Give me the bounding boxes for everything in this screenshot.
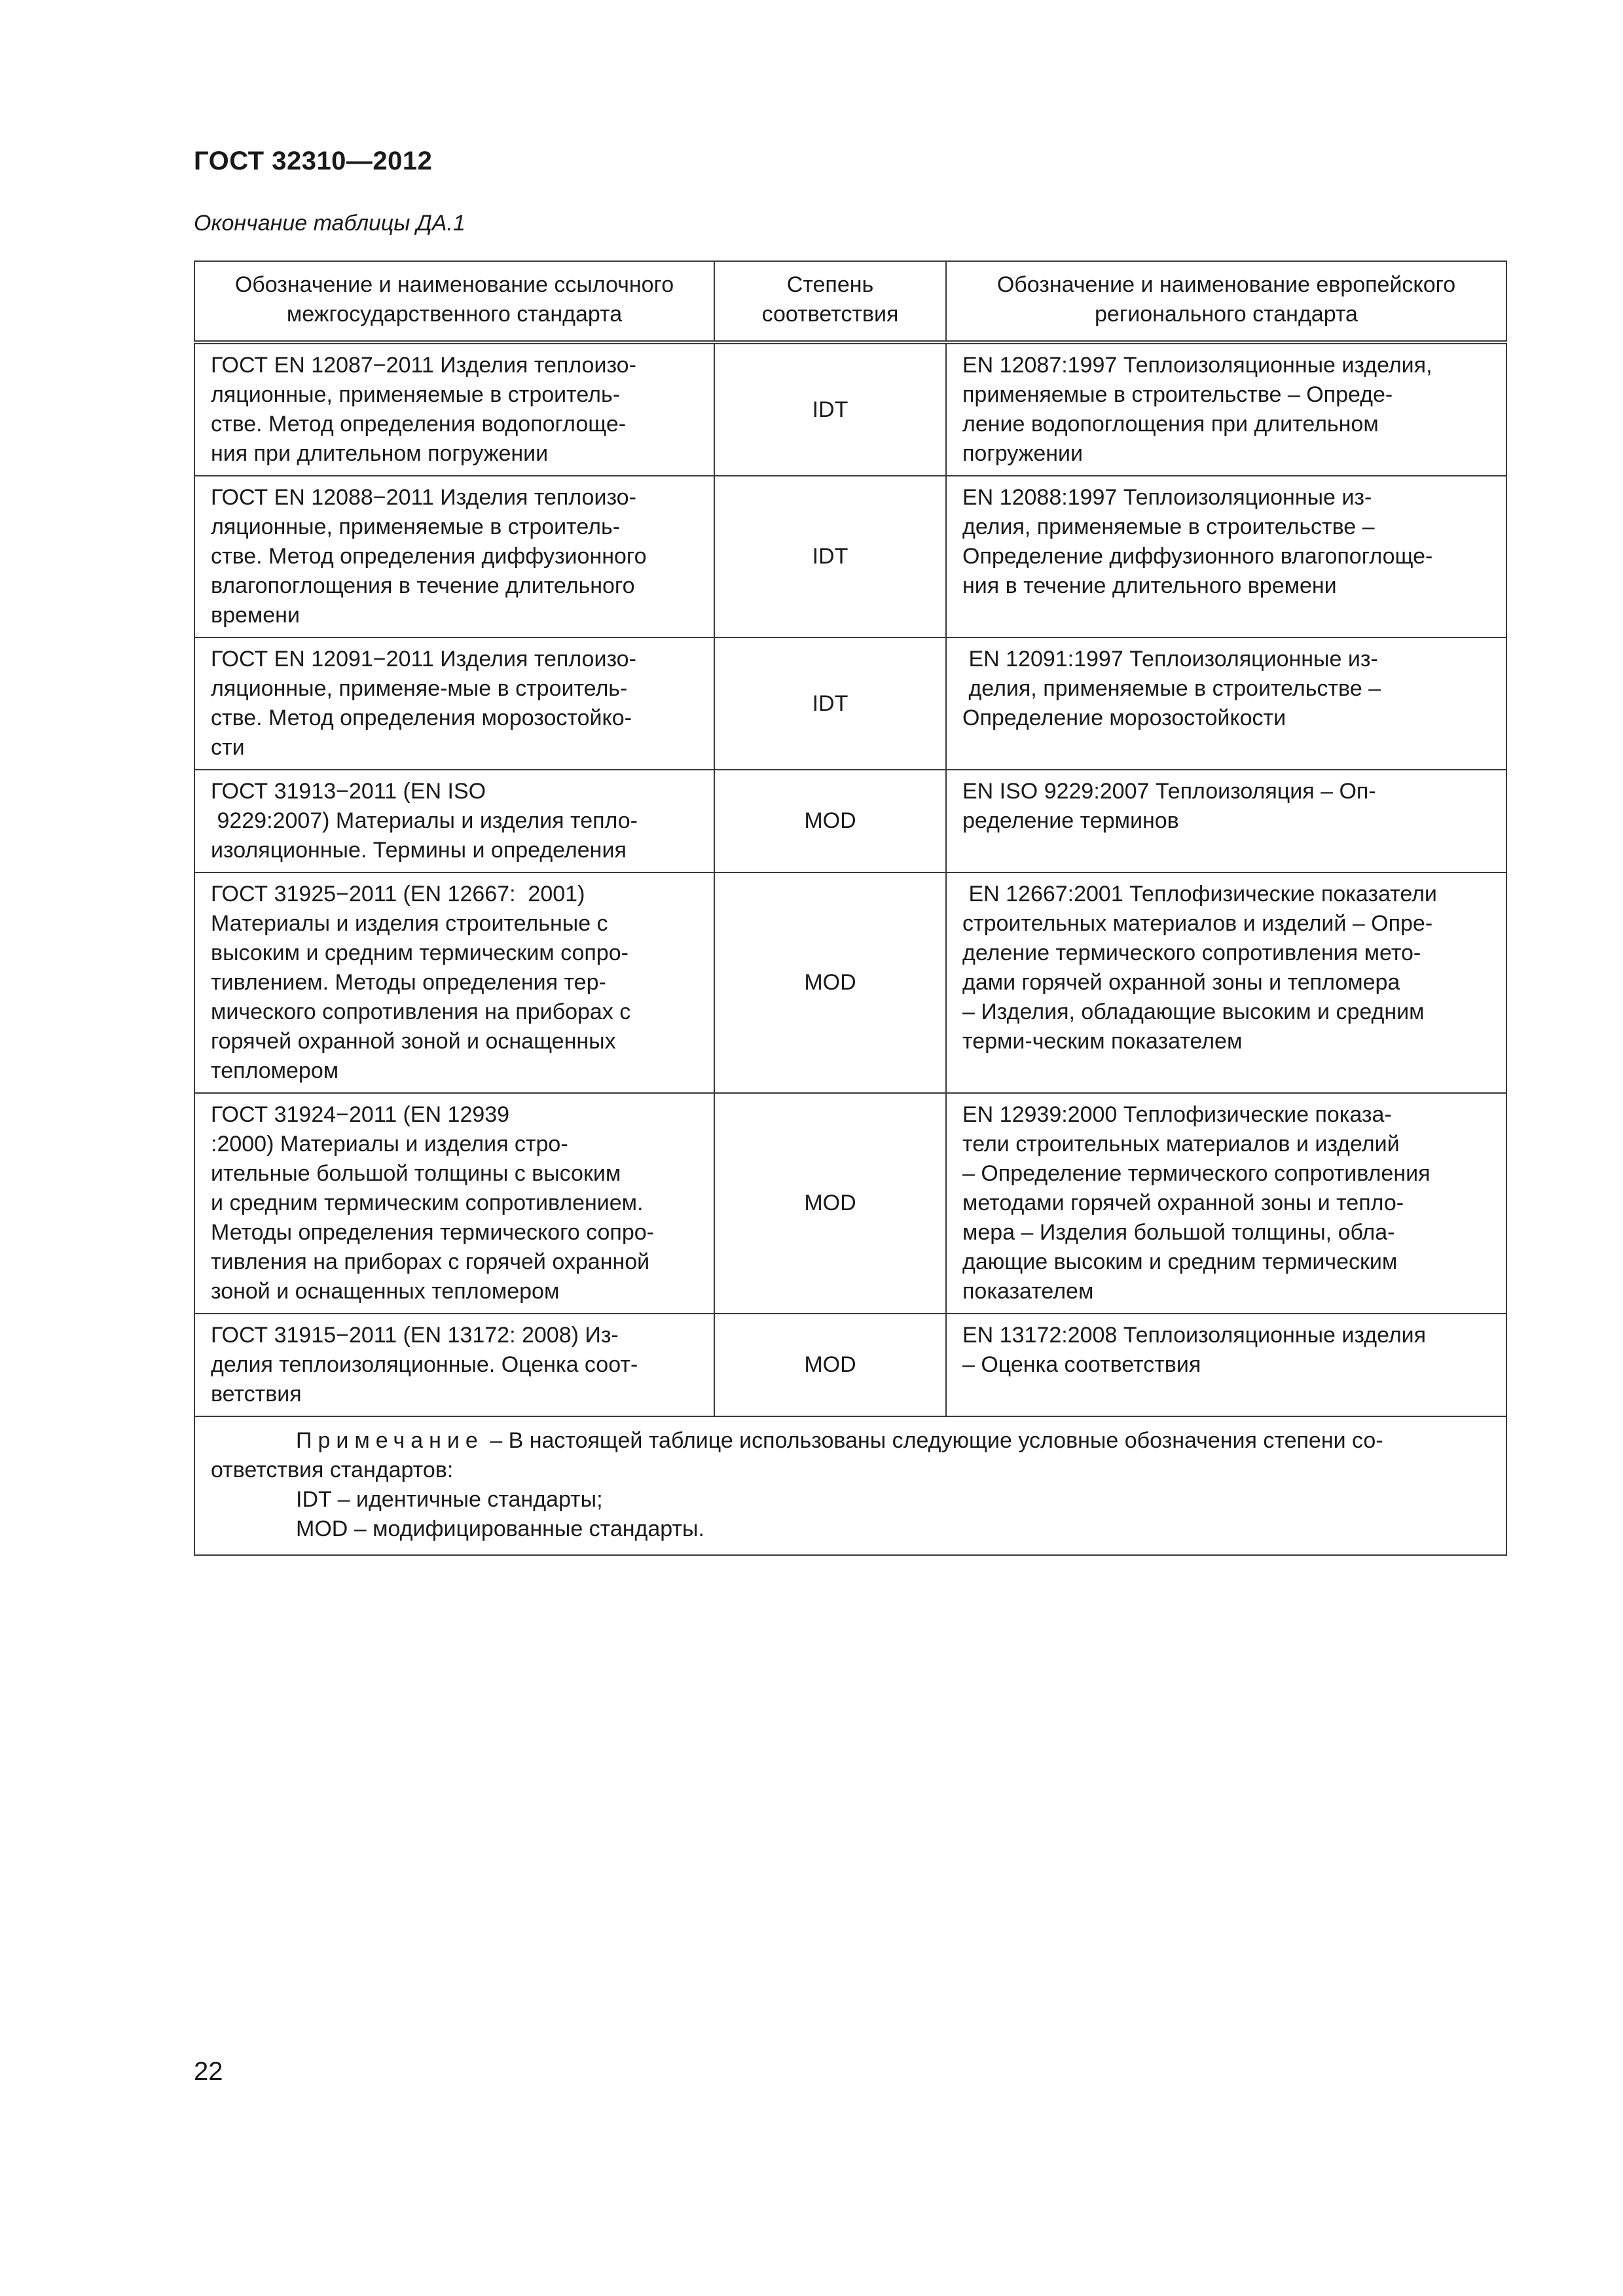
cell-text-line: применяемые в строительстве – Опреде- — [962, 382, 1393, 407]
note-item-idt: IDT – идентичные стандарты; — [296, 1487, 603, 1512]
table-row — [194, 1314, 1506, 1416]
cell-text-line: EN 12087:1997 Теплоизоляционные изделия, — [962, 353, 1432, 378]
cell-text-line: дающие высоким и средним термическим — [962, 1249, 1398, 1274]
cell-text-line: мера – Изделия большой толщины, обла- — [962, 1220, 1395, 1245]
table-note — [194, 1416, 1506, 1555]
cell-text-line: ГОСТ 31925−2011 (EN 12667: 2001) — [211, 882, 585, 906]
cell-text-line: времени — [211, 603, 300, 628]
cell-text-line: ление водопоглощения при длительном — [962, 412, 1379, 437]
cell-text-line: EN 12667:2001 Теплофизические показатели — [962, 882, 1437, 906]
cell-text-line: Методы определения термического сопро- — [211, 1220, 654, 1245]
cell-text-line: ГОСТ EN 12087−2011 Изделия теплоизо- — [211, 353, 636, 378]
interstate-standard-cell — [194, 476, 714, 637]
interstate-standard-cell — [194, 1314, 714, 1416]
cell-text-line: высоким и средним термическим сопро- — [211, 941, 629, 965]
european-standard-cell — [946, 476, 1506, 637]
column-header-interstate-standard: Обозначение и наименование ссылочного межгосударственного стандарта — [194, 261, 714, 342]
cell-text-line: ляционные, применяе-мые в строитель- — [211, 676, 628, 701]
cell-text-line: ределение терминов — [962, 808, 1179, 833]
interstate-standard-cell — [194, 637, 714, 770]
cell-text-line: влагопоглощения в течение длительного — [211, 573, 635, 598]
cell-text-line: строительных материалов и изделий – Опре- — [962, 911, 1433, 936]
cell-text-line: стве. Метод определения диффузионного — [211, 544, 647, 569]
table-body — [194, 342, 1506, 1555]
cell-text-line: EN ISO 9229:2007 Теплоизоляция – Оп- — [962, 779, 1376, 804]
cell-text-line: тели строительных материалов и изделий — [962, 1132, 1400, 1157]
table-row — [194, 1093, 1506, 1314]
cell-text-line: горячей охранной зоной и оснащенных — [211, 1029, 616, 1054]
cell-text-line: терми-ческим показателем — [962, 1029, 1243, 1054]
column-header-european-standard: Обозначение и наименование европейского регионального стандарта — [946, 261, 1506, 342]
table-row — [194, 872, 1506, 1093]
cell-text-line: :2000) Материалы и изделия стро- — [211, 1132, 568, 1157]
cell-text-line: EN 12091:1997 Теплоизоляционные из- — [962, 647, 1378, 672]
table-row — [194, 342, 1506, 476]
table-row — [194, 476, 1506, 637]
cell-text-line: ния в течение длительного времени — [962, 573, 1337, 598]
interstate-standard-cell — [194, 872, 714, 1093]
degree-of-correspondence-cell: MOD — [714, 770, 946, 872]
note-text-continuation: ответствия стандартов: — [211, 1458, 454, 1482]
cell-text-line: тивления на приборах с горячей охранной — [211, 1249, 650, 1274]
cell-text-line: – Определение термического сопротивления — [962, 1161, 1431, 1186]
cell-text-line: ния при длительном погружении — [211, 441, 549, 466]
note-text-start: – В настоящей таблице использованы следующие условные обозначения степени со- — [483, 1428, 1383, 1453]
european-standard-cell — [946, 1093, 1506, 1314]
cell-text-line: тивлением. Методы определения тер- — [211, 970, 606, 995]
cell-text-line: ГОСТ EN 12091−2011 Изделия теплоизо- — [211, 647, 636, 672]
standards-correspondence-table — [194, 260, 1507, 1556]
degree-of-correspondence-cell: IDT — [714, 342, 946, 476]
interstate-standard-cell — [194, 770, 714, 872]
cell-text-line: и средним термическим сопротивлением. — [211, 1191, 644, 1215]
cell-text-line: делия, применяемые в строительстве – — [962, 676, 1381, 701]
table-header-row — [194, 261, 1506, 342]
note-row — [194, 1416, 1506, 1555]
cell-text-line: Определение морозостойкости — [962, 706, 1286, 730]
table-caption: Окончание таблицы ДА.1 — [194, 211, 465, 236]
cell-text-line: тепломером — [211, 1058, 339, 1083]
european-standard-cell — [946, 637, 1506, 770]
cell-text-line: ветствия — [211, 1382, 302, 1407]
interstate-standard-cell — [194, 1093, 714, 1314]
cell-text-line: стве. Метод определения водопоглоще- — [211, 412, 627, 437]
cell-text-line: сти — [211, 735, 245, 760]
cell-text-line: методами горячей охранной зоны и тепло- — [962, 1191, 1404, 1215]
cell-text-line: ГОСТ 31915−2011 (EN 13172: 2008) Из- — [211, 1323, 619, 1348]
cell-text-line: Определение диффузионного влагопоглоще- — [962, 544, 1433, 569]
european-standard-cell — [946, 1314, 1506, 1416]
table-row — [194, 770, 1506, 872]
cell-text-line: зоной и оснащенных тепломером — [211, 1279, 560, 1304]
european-standard-cell — [946, 770, 1506, 872]
cell-text-line: ительные большой толщины с высоким — [211, 1161, 621, 1186]
cell-text-line: – Изделия, обладающие высоким и средним — [962, 999, 1425, 1024]
note-label: Примечание — [296, 1428, 484, 1453]
cell-text-line: EN 12939:2000 Теплофизические показа- — [962, 1102, 1392, 1127]
note-item-mod: MOD – модифицированные стандарты. — [296, 1516, 704, 1541]
cell-text-line: Материалы и изделия строительные с — [211, 911, 608, 936]
note-first-line — [211, 1426, 1490, 1456]
cell-text-line: – Оценка соответствия — [962, 1352, 1201, 1377]
cell-text-line: изоляционные. Термины и определения — [211, 838, 627, 863]
european-standard-cell — [946, 872, 1506, 1093]
cell-text-line: делия, применяемые в строительстве – — [962, 514, 1375, 539]
cell-text-line: EN 12088:1997 Теплоизоляционные из- — [962, 485, 1372, 510]
degree-of-correspondence-cell: MOD — [714, 1314, 946, 1416]
cell-text-line: ГОСТ EN 12088−2011 Изделия теплоизо- — [211, 485, 636, 510]
page-number: 22 — [194, 2057, 223, 2086]
cell-text-line: показателем — [962, 1279, 1094, 1304]
cell-text-line: EN 13172:2008 Теплоизоляционные изделия — [962, 1323, 1427, 1348]
cell-text-line: дами горячей охранной зоны и тепломера — [962, 970, 1400, 995]
degree-of-correspondence-cell: IDT — [714, 476, 946, 637]
cell-text-line: мического сопротивления на приборах с — [211, 999, 631, 1024]
cell-text-line: стве. Метод определения морозостойко- — [211, 706, 632, 730]
cell-text-line: погружении — [962, 441, 1084, 466]
degree-of-correspondence-cell: IDT — [714, 637, 946, 770]
degree-of-correspondence-cell: MOD — [714, 1093, 946, 1314]
cell-text-line: делия теплоизоляционные. Оценка соот- — [211, 1352, 638, 1377]
document-title: ГОСТ 32310—2012 — [194, 147, 433, 175]
cell-text-line: ляционные, применяемые в строитель- — [211, 382, 621, 407]
column-header-degree-of-correspondence: Степень соответствия — [714, 261, 946, 342]
cell-text-line: 9229:2007) Материалы и изделия тепло- — [211, 808, 638, 833]
degree-of-correspondence-cell: MOD — [714, 872, 946, 1093]
cell-text-line: ГОСТ 31913−2011 (EN ISO — [211, 779, 486, 804]
cell-text-line: ГОСТ 31924−2011 (EN 12939 — [211, 1102, 510, 1127]
european-standard-cell — [946, 342, 1506, 476]
table-row — [194, 637, 1506, 770]
cell-text-line: деление термического сопротивления мето- — [962, 941, 1421, 965]
cell-text-line: ляционные, применяемые в строитель- — [211, 514, 621, 539]
interstate-standard-cell — [194, 342, 714, 476]
